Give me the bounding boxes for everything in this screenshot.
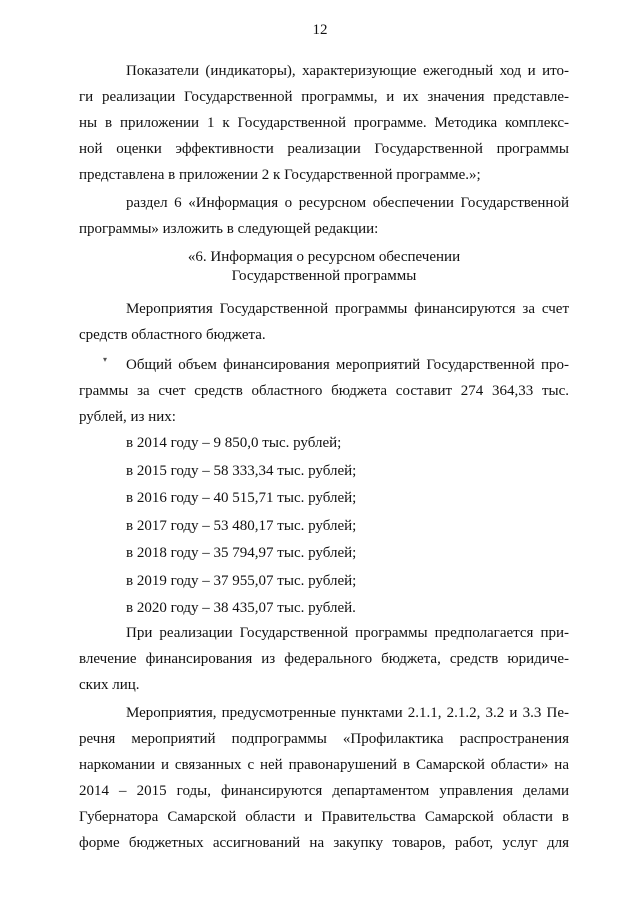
text-line: Общий объем финансирования мероприятий Государственной про- [126,357,569,373]
text-line: программы» изложить в следующей редакции: [79,221,379,237]
list-item: в 2015 году – 58 333,34 тыс. рублей; [126,462,357,479]
page-number: 12 [312,22,328,38]
text-line: Мероприятия Государственной программы финансируются за счет [126,301,569,317]
list-item: в 2016 году – 40 515,71 тыс. рублей; [126,490,357,506]
text-line: наркомании и связанных с ней правонарушений в Самарской области» на [79,757,569,773]
text-line: Мероприятия, предусмотренные пунктами 2.1.1, 2.1.2, 3.2 и 3.3 Пе- [126,705,569,721]
text-line: ной оценки эффективности реализации Государственной программы [79,141,569,157]
paragraph-measures [79,700,569,856]
text-line: рублей, из них: [79,409,176,425]
scan-speck: ▾ [103,355,108,364]
text-line: При реализации Государственной программы предполагается при- [126,625,569,641]
list-item: в 2017 году – 53 480,17 тыс. рублей; [126,517,357,534]
text-line: Показатели (индикаторы), характеризующие ежегодный ход и ито- [126,63,569,79]
text-line: Губернатора Самарской области и Правительства Самарской области в [79,809,569,825]
text-line: раздел 6 «Информация о ресурсном обеспечении Государственной [126,195,569,211]
text-line: речня мероприятий подпрограммы «Профилактика распространения [79,731,569,747]
paragraph-total-financing [79,352,569,430]
heading-line: «6. Информация о ресурсном обеспечении [187,249,461,265]
paragraph-additional-financing [79,620,569,698]
text-line: ги реализации Государственной программы, и их значения представле- [79,89,569,105]
text-line: форме бюджетных ассигнований на закупку товаров, работ, услуг для [79,835,569,851]
text-line: граммы за счет средств областного бюджета составит 274 364,33 тыс. [79,383,569,399]
heading-line: Государственной программы [231,268,417,284]
text-line: 2014 – 2015 годы, финансируются департаментом управления делами [79,783,569,799]
text-line: ны в приложении 1 к Государственной программе. Методика комплекс- [79,115,569,131]
text-line: представлена в приложении 2 к Государственной программе.»; [79,167,481,183]
list-item: в 2018 году – 35 794,97 тыс. рублей; [126,545,357,561]
paragraph-indicators [79,58,569,188]
text-line: средств областного бюджета. [79,327,266,343]
text-line: влечение финансирования из федерального бюджета, средств юридиче- [79,651,569,667]
list-item: в 2020 году – 38 435,07 тыс. рублей. [126,600,356,616]
paragraph-section-6-edit [79,190,569,242]
yearly-financing-list [126,430,356,623]
list-item: в 2014 году – 9 850,0 тыс. рублей; [126,435,342,451]
text-line: ских лиц. [79,677,140,693]
paragraph-financing-source [79,296,569,348]
section-heading [79,248,569,286]
list-item: в 2019 году – 37 955,07 тыс. рублей; [126,572,357,589]
